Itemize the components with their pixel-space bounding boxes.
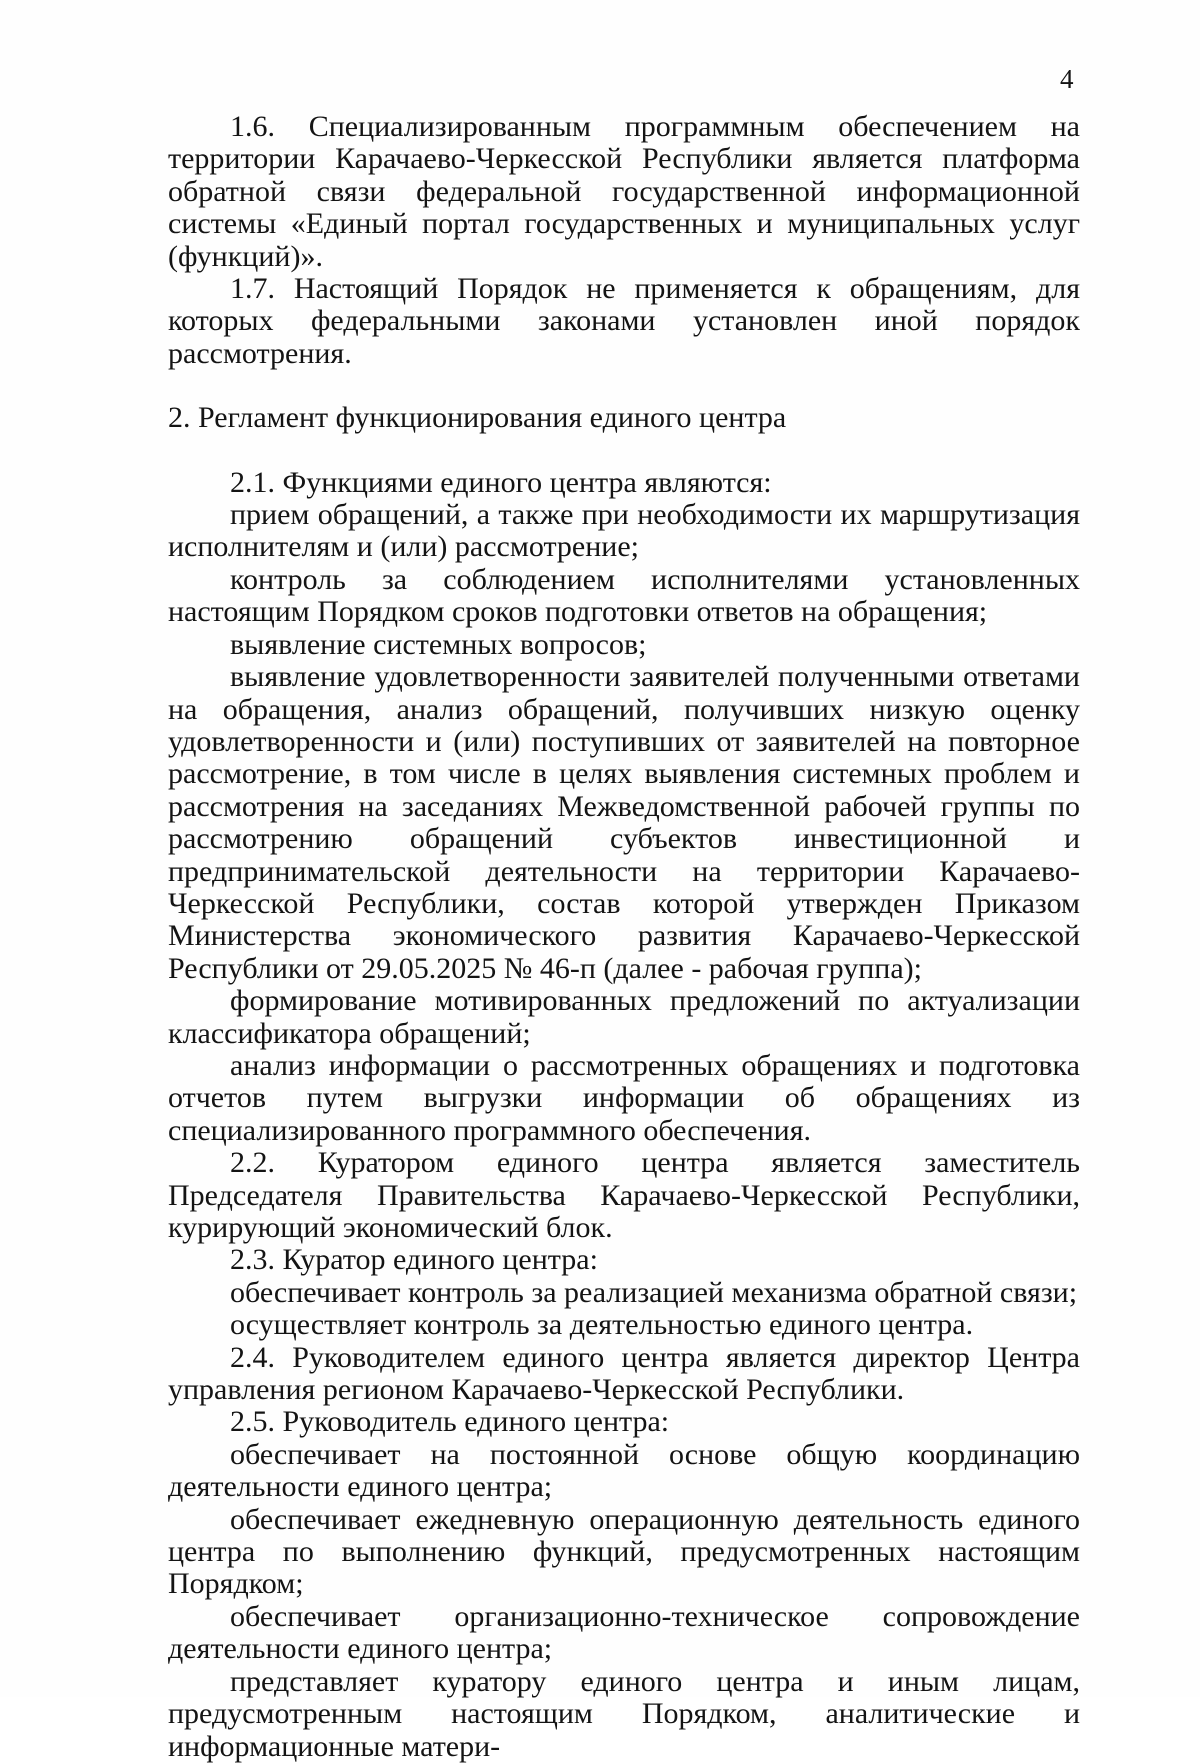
section-heading: 2. Регламент функционирования единого центра xyxy=(168,401,787,435)
paragraph-2-3: 2.3. Куратор единого центра: xyxy=(230,1243,598,1277)
list-item-function-3: выявление системных вопросов; xyxy=(230,627,647,661)
page-number: 4 xyxy=(1060,64,1074,94)
list-item-function-4: выявление удовлетворенности заявителей полученными ответами на обращения, анализ обращений, получивших низкую оценку удовлетворенности и (или) поступивших от заявителей на повторное рассмотрение, в том числе в целях выявления системных проблем и рассмотрения на заседаниях Межведомственной рабочей группы по рассмотрению обращений субъектов инвестиционной и предпринимательской деятельности на территории Карачаево-Черкесской Республики, состав которой утвержден Приказом Министерства экономического развития Карачаево-Черкесской Республики от 29.05.2025 № 46-п (далее - рабочая группа); xyxy=(168,660,1080,985)
list-item-curator-1: обеспечивает контроль за реализацией механизма обратной связи; xyxy=(230,1275,1078,1309)
list-item-head-2: обеспечивает ежедневную операционную деятельность единого центра по выполнению функций, предусмотренных настоящим Порядком; xyxy=(168,1502,1080,1601)
list-item-function-2: контроль за соблюдением исполнителями установленных настоящим Порядком сроков подготовки ответов на обращения; xyxy=(168,562,1080,629)
paragraph-2-1: 2.1. Функциями единого центра являются: xyxy=(230,465,772,499)
list-item-head-1: обеспечивает на постоянной основе общую координацию деятельности единого центра; xyxy=(168,1437,1080,1504)
list-item-function-5: формирование мотивированных предложений по актуализации классификатора обращений; xyxy=(168,984,1080,1050)
list-item-function-1: прием обращений, а также при необходимости их маршрутизация исполнителям и (или) рассмотрение; xyxy=(168,498,1080,564)
document-body xyxy=(168,111,1080,1763)
paragraph-2-4: 2.4. Руководителем единого центра является директор Центра управления регионом Карачаево-Черкесской Республики. xyxy=(168,1340,1080,1407)
paragraph-2-5: 2.5. Руководитель единого центра: xyxy=(230,1405,670,1439)
paragraph-2-2: 2.2. Куратором единого центра является заместитель Председателя Правительства Карачаево-Черкесской Республики, курирующий экономический блок. xyxy=(168,1146,1080,1244)
list-item-curator-2: осуществляет контроль за деятельностью единого центра. xyxy=(230,1308,974,1342)
list-item-head-4: представляет куратору единого центра и иным лицам, предусмотренным настоящим Порядком, аналитические и информационные матери- xyxy=(168,1664,1080,1763)
list-item-function-6: анализ информации о рассмотренных обращениях и подготовка отчетов путем выгрузки информации об обращениях из специализированного программного обеспечения. xyxy=(168,1048,1080,1147)
paragraph-1-6: 1.6. Специализированным программным обеспечением на территории Карачаево-Черкесской Республики является платформа обратной связи федеральной государственной информационной системы «Единый портал государственных и муниципальных услуг (функций)». xyxy=(168,110,1080,273)
paragraph-1-7: 1.7. Настоящий Порядок не применяется к обращениям, для которых федеральными законами установлен иной порядок рассмотрения. xyxy=(168,272,1080,370)
list-item-head-3: обеспечивает организационно-техническое сопровождение деятельности единого центра; xyxy=(168,1599,1080,1666)
